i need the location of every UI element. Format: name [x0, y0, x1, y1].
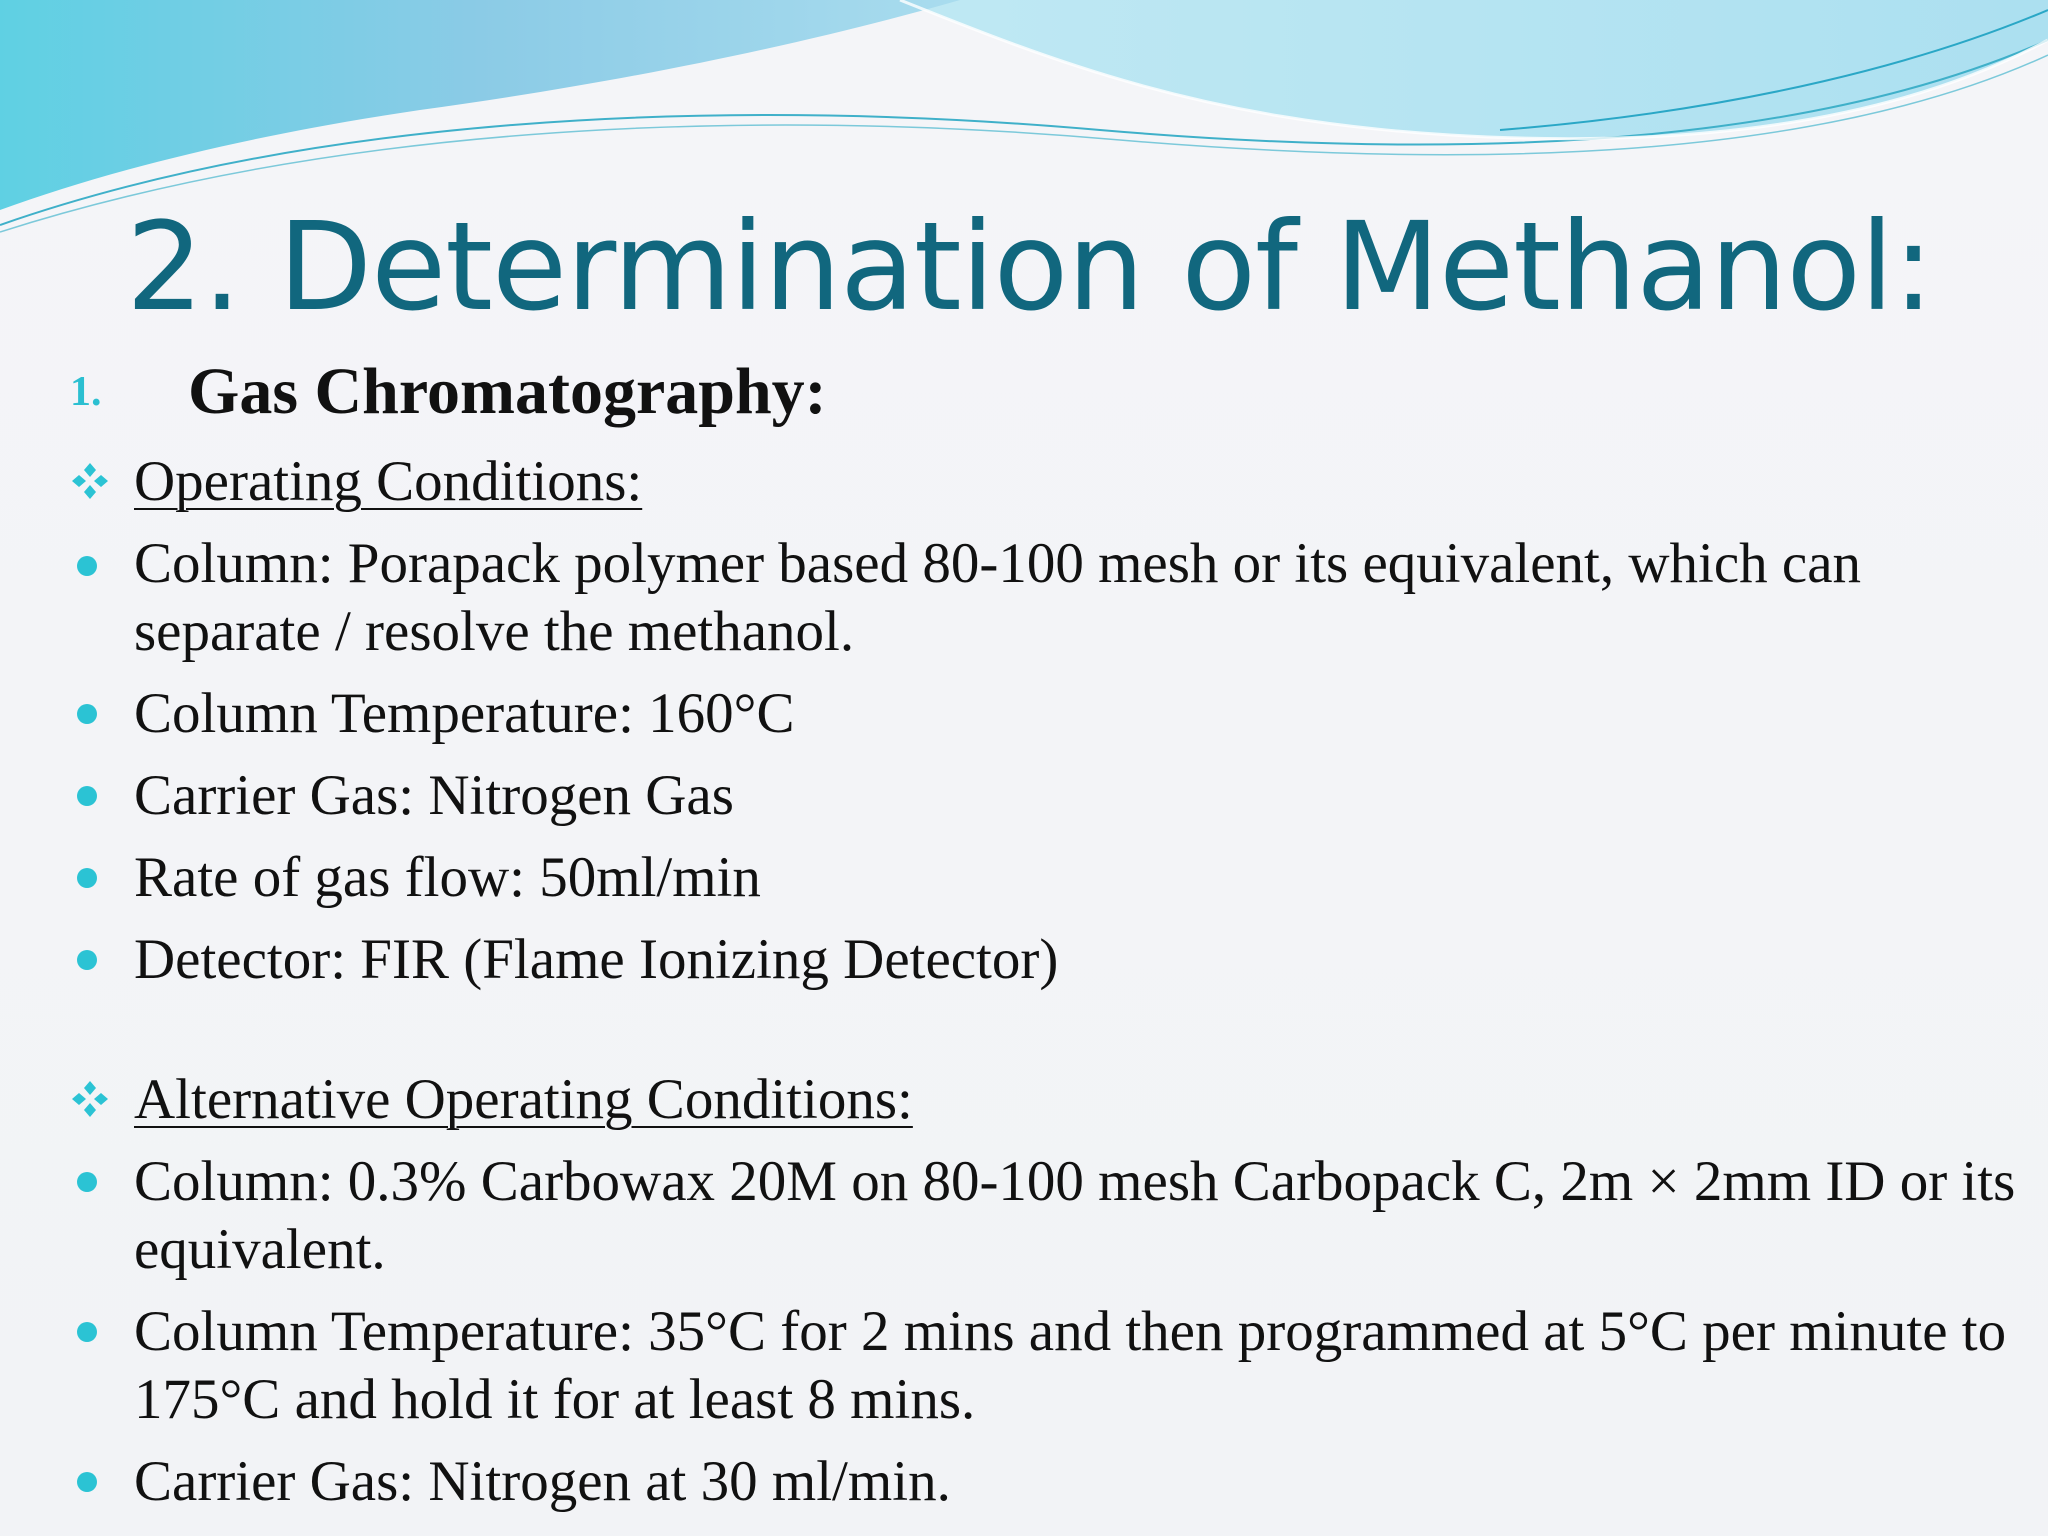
- bullet-dot-icon: [77, 1322, 97, 1342]
- bullet-dot-icon: [77, 950, 97, 970]
- bullet-dot-icon: [77, 556, 97, 576]
- slide: 2. Determination of Methanol: 1. Gas Chromatography: Operating Conditions: Column: Porapack polymer based 80-100 mesh or its equivalent, which can separate / resolve the methanol. Column Temperature: 160°C Carrier Gas: Nitrogen Gas Rate of gas flow: 50ml/min Detector: FIR (Flame Ionizing Detector) Alternative Operating Conditions: Column: 0.3% Carbowax 20M on 80-100 mesh Carbopack C, 2m × 2mm ID or its equivalent. Column Temperature: 35°C for 2 mins and then programmed at 5°C per minute to 175°C and hold it for at least 8 mins. Carrier Gas: Nitrogen at 30 ml/min.: [0, 0, 2048, 1536]
- bullet-dot-icon: [77, 704, 97, 724]
- bullet-dot-icon: [77, 786, 97, 806]
- slide-title: 2. Determination of Methanol:: [126, 196, 1933, 338]
- bullet-dot-icon: [77, 1472, 97, 1492]
- diamond-bullet-icon: [70, 1079, 134, 1119]
- subheading: [70, 352, 827, 432]
- section-alternative-operating-conditions: [70, 1064, 913, 1134]
- bullet-dot-icon: [77, 868, 97, 888]
- section-heading: Operating Conditions:: [134, 449, 643, 513]
- section-operating-conditions: [70, 446, 642, 516]
- subheading-number: 1.: [70, 369, 102, 415]
- subheading-text: Gas Chromatography:: [188, 355, 827, 428]
- bullet-dot-icon: [77, 1172, 97, 1192]
- section-heading: Alternative Operating Conditions:: [134, 1067, 913, 1131]
- diamond-bullet-icon: [70, 461, 134, 501]
